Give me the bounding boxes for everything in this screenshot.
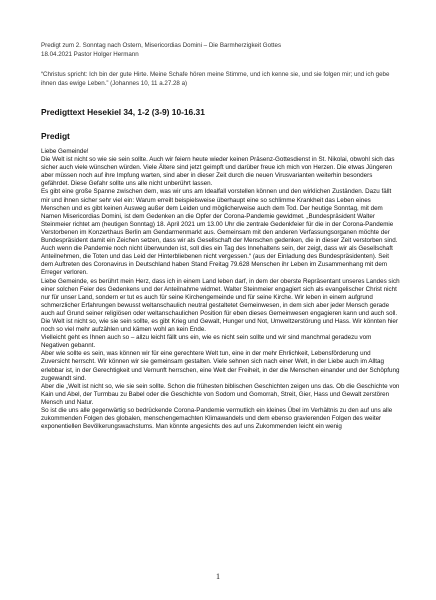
sermon-text-heading: Predigttext Hesekiel 34, 1-2 (3-9) 10-16.31 xyxy=(41,107,205,117)
sermon-body xyxy=(41,148,401,431)
weekly-motto: “Christus spricht: Ich bin der gute Hirte. Meine Schafe hören meine Stimme, und ich kenne sie, und sie folgen mir; und ich gebe ihnen das ewige Leben.” (Johannes 10, 11 a.27.28 a) xyxy=(41,71,390,87)
paragraph: Aber die „Welt ist nicht so, wie sie sein sollte. Schon die frühesten biblischen Geschichten zeigen uns das. Ob die Geschichte von Kain und Abel, der Turmbau zu Babel oder die Geschichte von Sodom und Gomorrah, Streit, Gier, Hass und Gewalt zerstören Mensch und Natur. xyxy=(41,382,400,406)
paragraph: Es gibt eine große Spanne zwischen dem, was wir uns am Idealfall vorstellen können und den wirklichen Zuständen. Dazu fällt mir und ihnen sicher sehr viel ein: Warum erreilt beispielsweise überhaupt eine so schlimme Krankheit das Leben eines Menschen und es gibt keinen Ausweg außer dem Leiden und möglicherweise auch dem Tod. Der heutige Sonntag, mit dem Namen Misericordias Domini, ist dem Gedenken an die Opfer der Corona-Pandemie gewidmet. „Bundespräsident Walter Steinmeier richtet am (heutigen Sonntag) 18. April 2021 um 13.00 Uhr die zentrale Gedenkfeier für die in der Corona-Pandemie Verstorbenen im Konzerthaus Berlin am Gendarmenmarkt aus. Gemeinsam mit den anderen Verfassungsorganen möchte der Bundespräsident damit ein Zeichen setzen, dass wir als Gesellschaft der Menschen gedenken, die in dieser Zeit verstorben sind. Auch wenn die Pandemie noch nicht überwunden ist, soll dies ein Tag des Innehaltens sein, der zeigt, dass wir als Gesellschaft Anteilnehmen, die Toten und das Leid der Hinterbliebenen nicht vergessen.“ (aus der Einladung des Bundespräsidenten). Seit dem Auftreten des Coronavirus in Deutschland haben Stand Freitag 79.628 Menschen ihr Leben im Zusammenhang mit dem Erreger verloren. xyxy=(41,188,398,277)
header-date-author: 18.04.2021 Pastor Holger Hermann xyxy=(41,51,139,58)
paragraph: Aber wie sollte es sein, was können wir für eine gerechtere Welt tun, eine in der mehr Ehrlichkeit, Lebensförderung und Zuversicht herrscht. Wir können wir sie gemeinsam gestalten. Viele sehnen sich nach einer Welt, in der Liebe auch im Alltag erlebbar ist, in der Gerechtigkeit und Vernunft herrschen, eine Welt der Freiheit, in der die Menschen einander und der Schöpfung zugewandt sind. xyxy=(41,350,400,382)
document-header xyxy=(41,41,281,59)
paragraph: So ist die uns alle gegenwärtig so bedrückende Corona-Pandemie vermutlich ein kleines Übel im Verhältnis zu den auf uns alle zukommenden Folgen des globalen, menschengemachten Klimawandels und dem ebenso gravierenden Folgen des weiter exponentiellen Bevölkerungswachstums. Man könnte angesichts des auf uns Zukommenden leicht ein wenig xyxy=(41,407,393,431)
paragraph: Die Welt ist nicht so wie sie sein sollte. Auch wir feiern heute wieder keinen Präsenz-Gottesdienst in St. Nikolai, obwohl sich das sicher auch viele wünschen würden. Viele Ältere sind jetzt geimpft und darüber freue ich mich von Herzen. Die etwas Jüngeren aber müssen noch auf ihre Impfung warten, sind aber in dieser Zeit durch die neuen Virusvarianten weiterhin besonders gefährdet. Diese Gefahr sollte uns alle nicht unberührt lassen. xyxy=(41,156,395,188)
paragraph: Vielleicht geht es Ihnen auch so – allzu leicht fällt uns ein, wie es nicht sein sollte und wir sind manchmal geradezu vom Negativen gebannt. xyxy=(41,334,372,350)
paragraph: Liebe Gemeinde, es berührt mein Herz, dass ich in einem Land leben darf, in dem der oberste Repräsentant unseres Landes sich einer solchen Feier des Gedenkens und der Anteilnahme widmet. Walter Steinmeier engagiert sich als evangelischer Christ nicht nur für unser Land, sondern er tut es auch für seine Kirchengemeinde und für seine Kirche. Wir leben in einem aufgrund schmerzlicher Erfahrungen bewusst weltanschaulich neutral gestaltetet Gemeinwesen, in dem sich aber jeder Mensch gerade auch auf Grund seiner religiösen oder weltanschaulichen Position für eben dieses Gemeinwesen engagieren kann und auch soll. xyxy=(41,277,400,317)
header-title: Predigt zum 2. Sonntag nach Ostern, Misericordias Domini – Die Barmherzigkeit Gottes xyxy=(41,42,282,49)
paragraph: Liebe Gemeinde! xyxy=(41,148,89,155)
page-number: 1 xyxy=(216,572,220,581)
sermon-heading: Predigt xyxy=(41,131,70,141)
paragraph: Die Welt ist nicht so, wie sie sein sollte, es gibt Krieg und Gewalt, Hunger und Not, Umweltzerstörung und Hass. Wir könnten hier noch so viel mehr aufzählen und kämen wohl an kein Ende. xyxy=(41,317,398,334)
